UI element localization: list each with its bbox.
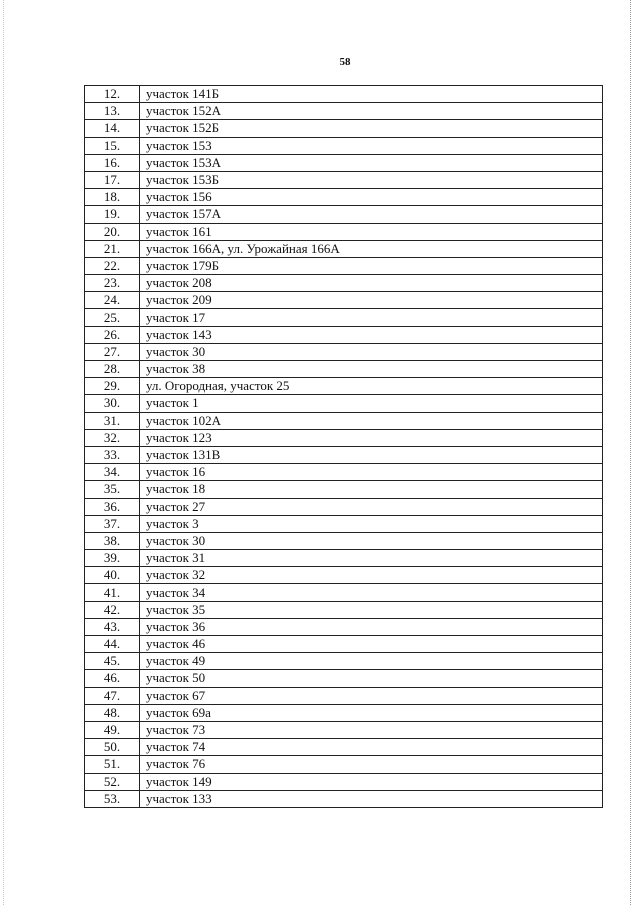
address-table — [84, 85, 603, 808]
row-number-cell: 45. — [85, 653, 140, 670]
table-row — [85, 653, 603, 670]
row-number-cell: 15. — [85, 137, 140, 154]
row-address-cell: участок 3 — [140, 515, 603, 532]
table-row — [85, 223, 603, 240]
table-row — [85, 670, 603, 687]
row-address-cell: участок 49 — [140, 653, 603, 670]
table-row — [85, 584, 603, 601]
table-row — [85, 739, 603, 756]
row-address-cell: участок 153Б — [140, 171, 603, 188]
row-number-cell: 47. — [85, 687, 140, 704]
row-number-cell: 21. — [85, 240, 140, 257]
row-number-cell: 23. — [85, 275, 140, 292]
row-address-cell: участок 149 — [140, 773, 603, 790]
table-row — [85, 206, 603, 223]
table-row — [85, 601, 603, 618]
table-row — [85, 550, 603, 567]
row-number-cell: 32. — [85, 429, 140, 446]
row-number-cell: 34. — [85, 464, 140, 481]
row-number-cell: 36. — [85, 498, 140, 515]
row-address-cell: участок 208 — [140, 275, 603, 292]
row-address-cell: участок 141Б — [140, 86, 603, 103]
row-number-cell: 27. — [85, 343, 140, 360]
row-address-cell: участок 74 — [140, 739, 603, 756]
table-row — [85, 446, 603, 463]
table-row — [85, 189, 603, 206]
table-row — [85, 292, 603, 309]
row-number-cell: 25. — [85, 309, 140, 326]
row-number-cell: 35. — [85, 481, 140, 498]
row-number-cell: 41. — [85, 584, 140, 601]
row-number-cell: 18. — [85, 189, 140, 206]
table-row — [85, 361, 603, 378]
table-row — [85, 515, 603, 532]
row-address-cell: участок 157А — [140, 206, 603, 223]
table-row — [85, 481, 603, 498]
table-row — [85, 171, 603, 188]
row-address-cell: участок 30 — [140, 532, 603, 549]
row-number-cell: 13. — [85, 103, 140, 120]
row-address-cell: участок 69а — [140, 704, 603, 721]
row-number-cell: 12. — [85, 86, 140, 103]
row-address-cell: участок 46 — [140, 636, 603, 653]
row-number-cell: 52. — [85, 773, 140, 790]
row-number-cell: 22. — [85, 257, 140, 274]
row-address-cell: участок 50 — [140, 670, 603, 687]
table-row — [85, 240, 603, 257]
row-number-cell: 39. — [85, 550, 140, 567]
row-address-cell: участок 30 — [140, 343, 603, 360]
table-row — [85, 120, 603, 137]
row-number-cell: 48. — [85, 704, 140, 721]
row-address-cell: участок 102А — [140, 412, 603, 429]
row-address-cell: участок 18 — [140, 481, 603, 498]
row-number-cell: 17. — [85, 171, 140, 188]
row-address-cell: участок 36 — [140, 618, 603, 635]
row-address-cell: участок 153А — [140, 154, 603, 171]
table-row — [85, 429, 603, 446]
row-address-cell: участок 31 — [140, 550, 603, 567]
table-row — [85, 309, 603, 326]
row-address-cell: участок 38 — [140, 361, 603, 378]
table-row — [85, 378, 603, 395]
row-address-cell: участок 76 — [140, 756, 603, 773]
table-row — [85, 275, 603, 292]
row-address-cell: участок 152Б — [140, 120, 603, 137]
table-row — [85, 86, 603, 103]
row-number-cell: 26. — [85, 326, 140, 343]
row-number-cell: 14. — [85, 120, 140, 137]
table-row — [85, 636, 603, 653]
row-number-cell: 33. — [85, 446, 140, 463]
row-address-cell: участок 27 — [140, 498, 603, 515]
row-address-cell: участок 179Б — [140, 257, 603, 274]
table-row — [85, 412, 603, 429]
row-address-cell: участок 123 — [140, 429, 603, 446]
row-number-cell: 50. — [85, 739, 140, 756]
row-number-cell: 31. — [85, 412, 140, 429]
row-address-cell: участок 17 — [140, 309, 603, 326]
row-address-cell: участок 166А, ул. Урожайная 166А — [140, 240, 603, 257]
table-row — [85, 567, 603, 584]
row-address-cell: участок 35 — [140, 601, 603, 618]
row-number-cell: 20. — [85, 223, 140, 240]
table-row — [85, 532, 603, 549]
row-address-cell: участок 1 — [140, 395, 603, 412]
table-row — [85, 687, 603, 704]
table-row — [85, 103, 603, 120]
table-row — [85, 464, 603, 481]
row-address-cell: ул. Огородная, участок 25 — [140, 378, 603, 395]
row-address-cell: участок 133 — [140, 790, 603, 807]
table-row — [85, 137, 603, 154]
row-address-cell: участок 209 — [140, 292, 603, 309]
row-number-cell: 19. — [85, 206, 140, 223]
row-number-cell: 30. — [85, 395, 140, 412]
scan-edge-right — [630, 0, 632, 905]
table-row — [85, 618, 603, 635]
row-address-cell: участок 131В — [140, 446, 603, 463]
row-number-cell: 44. — [85, 636, 140, 653]
row-number-cell: 42. — [85, 601, 140, 618]
row-address-cell: участок 32 — [140, 567, 603, 584]
table-row — [85, 343, 603, 360]
row-number-cell: 49. — [85, 721, 140, 738]
row-number-cell: 24. — [85, 292, 140, 309]
row-number-cell: 16. — [85, 154, 140, 171]
table-row — [85, 154, 603, 171]
address-table-body — [85, 86, 603, 808]
row-address-cell: участок 161 — [140, 223, 603, 240]
row-number-cell: 28. — [85, 361, 140, 378]
row-number-cell: 37. — [85, 515, 140, 532]
table-row — [85, 395, 603, 412]
row-number-cell: 38. — [85, 532, 140, 549]
row-address-cell: участок 156 — [140, 189, 603, 206]
row-number-cell: 51. — [85, 756, 140, 773]
table-row — [85, 721, 603, 738]
row-number-cell: 29. — [85, 378, 140, 395]
row-number-cell: 40. — [85, 567, 140, 584]
table-row — [85, 498, 603, 515]
row-address-cell: участок 16 — [140, 464, 603, 481]
table-row — [85, 704, 603, 721]
scan-edge-left — [3, 0, 5, 905]
row-address-cell: участок 152А — [140, 103, 603, 120]
table-row — [85, 326, 603, 343]
table-row — [85, 756, 603, 773]
table-row — [85, 790, 603, 807]
row-address-cell: участок 143 — [140, 326, 603, 343]
row-address-cell: участок 73 — [140, 721, 603, 738]
row-address-cell: участок 34 — [140, 584, 603, 601]
row-number-cell: 53. — [85, 790, 140, 807]
table-row — [85, 257, 603, 274]
page-number: 58 — [339, 56, 351, 68]
table-row — [85, 773, 603, 790]
row-address-cell: участок 67 — [140, 687, 603, 704]
row-number-cell: 46. — [85, 670, 140, 687]
row-number-cell: 43. — [85, 618, 140, 635]
row-address-cell: участок 153 — [140, 137, 603, 154]
